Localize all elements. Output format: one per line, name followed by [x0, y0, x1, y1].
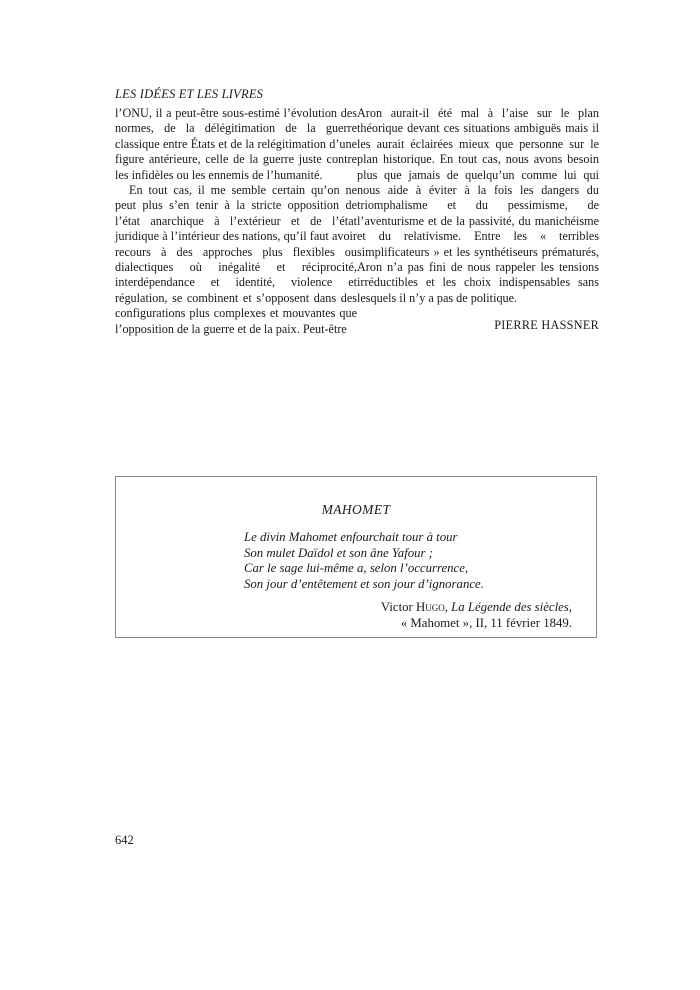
attribution-separator: , [444, 600, 452, 614]
poem-line: Son jour d’entêtement et son jour d’ignorance. [244, 576, 484, 591]
left-column [115, 106, 357, 337]
author-last-name: Hugo [416, 600, 445, 614]
quote-box [115, 476, 597, 638]
author-first-name: Victor [380, 600, 416, 614]
quote-title: MAHOMET [321, 502, 391, 517]
left-paragraph-1: l’ONU, il a peut-être sous-estimé l’évolution des normes, de la délégitimation de la guerre classique entre États et de la relégitimation d’une figure antérieure, celle de la guerre juste contre les infidèles ou les ennemis de l’humanité. [115, 106, 357, 182]
right-column [357, 106, 599, 334]
work-title: La Légende des siècles, [451, 600, 572, 614]
running-head: LES IDÉES ET LES LIVRES [115, 87, 264, 101]
right-paragraph: Aron aurait-il été mal à l’aise sur le plan théorique devant ces situations ambiguës mais il les aurait éclairées mieux que personne sur le plan historique. En tout cas, nous avons besoin plus que jamais de quelqu’un comme lui qui nous aide à éviter à la fois les dangers du triomphalisme et du pessimisme, de l’aventurisme et de la passivité, du manichéisme et du relativisme. Entre les « terribles simplificateurs » et les synthétiseurs prématurés, Aron n’a pas fini de nous rappeler les tensions irréductibles et les choix indispensables sans lesquels il n’y a pas de politique. [357, 106, 599, 305]
quote-attribution [381, 600, 572, 631]
page-number: 642 [115, 833, 134, 847]
poem-line: Son mulet Daïdol et son âne Yafour ; [244, 545, 433, 560]
poem-line: Car le sage lui-même a, selon l’occurrence, [244, 561, 469, 576]
attribution-line-1 [381, 600, 572, 616]
poem [244, 530, 484, 592]
author-signature: PIERRE HASSNER [494, 318, 599, 333]
left-paragraph-2: En tout cas, il me semble certain qu’on ne peut plus s’en tenir à la stricte opposition de l’état anarchique à l’extérieur et de l’état juridique à l’intérieur des nations, qu’il faut avoir recours à des approches plus flexibles ou dialectiques où inégalité et réciprocité, interdépendance et identité, violence et régulation, se combinent et s’opposent dans des configurations plus complexes et mouvantes que l’opposition de la guerre et de la paix. Peut-être [115, 183, 357, 336]
poem-line: Le divin Mahomet enfourchait tour à tour [244, 530, 458, 544]
attribution-detail: « Mahomet », II, 11 février 1849. [400, 615, 572, 630]
